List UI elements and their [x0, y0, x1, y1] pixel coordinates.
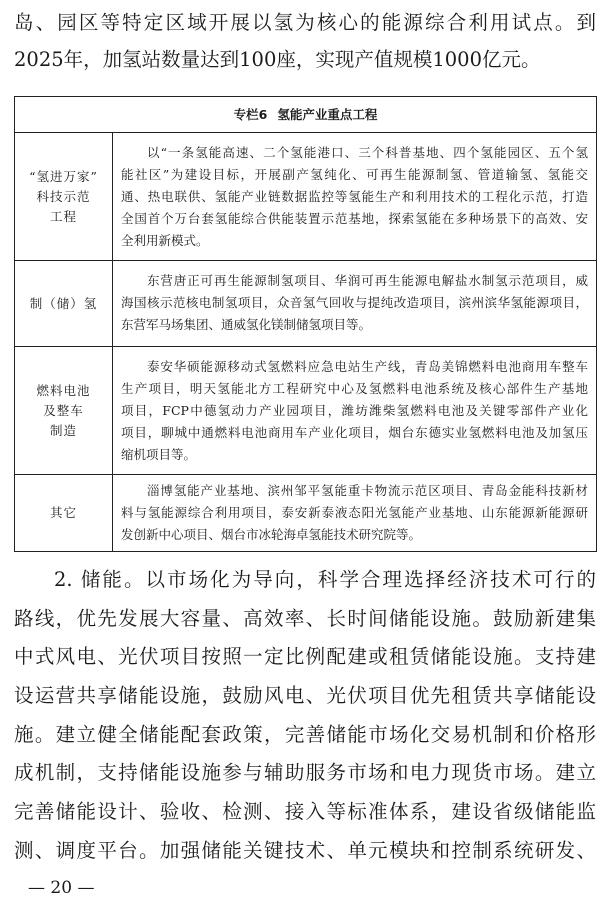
- content-line: 以“一条氢能高速、二个氢能港口、三个科普基地、四个氢能园区、五个氢: [147, 145, 588, 160]
- row-content: [121, 356, 588, 466]
- content-line: 东营军马场集团、通威氢化镁制储氢项目等。: [121, 317, 372, 332]
- box-title-number: 专栏6: [233, 107, 268, 122]
- content-line: 生产项目，明天氢能北方工程研究中心及氢燃料电池系统及核心部件生产基地: [121, 381, 588, 396]
- category-line: 工程: [49, 208, 77, 224]
- content-line: 缩机项目等。: [121, 447, 197, 462]
- row-category: [15, 475, 113, 551]
- row-content: [121, 142, 588, 252]
- content-line: 泰安华硕能源移动式氢燃料应急电站生产线，青岛美锦燃料电池商用车整车: [147, 359, 588, 374]
- body-line: 设运营共享储能设施，鼓励风电、光伏项目优先租赁共享储能设: [14, 684, 596, 707]
- content-line: 海国核示范核电制氢项目，众音氢气回收与提纯改造项目，滨州滨华氢能源项目，: [121, 295, 588, 310]
- content-line: 全利用新模式。: [121, 233, 209, 248]
- table-row: [15, 261, 596, 347]
- page-number: — 20 —: [28, 878, 95, 898]
- category-line: 科技示范: [36, 188, 91, 204]
- table-row: [15, 347, 596, 475]
- intro-line: 2025年，加氢站数量达到100座，实现产值规模1000亿元。: [14, 48, 541, 71]
- body-line: 中式风电、光伏项目按照一定比例配建或租赁储能设施。支持建: [14, 645, 596, 668]
- body-line: 测、调度平台。加强储能关键技术、单元模块和控制系统研发、: [14, 839, 596, 862]
- row-category: [15, 347, 113, 474]
- content-line: 全国首个万台套氢能综合供能装置示范基地，探索氢能在多种场景下的高效、安: [121, 211, 588, 226]
- category-line: 制（储）氢: [29, 295, 98, 311]
- body-line: 施。建立健全储能配套政策，完善储能市场化交易机制和价格形: [14, 723, 596, 746]
- content-line: 项目，FCP中德氢动力产业园项目，潍坊潍柴氢燃料电池及关键零部件产业化: [121, 403, 588, 418]
- table-row: [15, 475, 596, 551]
- row-category: [15, 133, 113, 260]
- row-category: [15, 261, 113, 346]
- category-line: 燃料电池: [36, 382, 91, 398]
- column-box: [14, 96, 597, 552]
- content-line: 通、热电联供、氢能产业链数据监控等氢能生产和利用技术的工程化示范，打造: [121, 189, 588, 204]
- body-line: 成机制，支持储能设施参与辅助服务市场和电力现货市场。建立: [14, 761, 596, 784]
- content-line: 料与氢能源综合利用项目，泰安新泰液态阳光氢能产业基地、山东能源新能源研: [121, 505, 588, 520]
- row-content: [121, 270, 588, 336]
- box-title-text: 氢能产业重点工程: [277, 107, 378, 122]
- body-line: 完善储能设计、验收、检测、接入等标准体系，建设省级储能监: [14, 800, 596, 823]
- category-line: “氢进万家”: [29, 168, 98, 184]
- content-line: 项目，聊城中通燃料电池商用车产业化项目，烟台东德实业氢燃料电池及加氢压: [121, 425, 588, 440]
- body-line: 2. 储能。以市场化为导向，科学合理选择经济技术可行的: [54, 568, 596, 591]
- category-line: 及整车: [43, 402, 84, 418]
- category-line: 制造: [49, 422, 77, 438]
- content-line: 淄博氢能产业基地、滨州邹平氢能重卡物流示范区项目、青岛金能科技新材: [147, 483, 588, 498]
- body-line: 路线，优先发展大容量、高效率、长时间储能设施。鼓励新建集: [14, 607, 596, 630]
- intro-line: 岛、园区等特定区域开展以氢为核心的能源综合利用试点。到: [14, 11, 596, 34]
- content-line: 东营唐正可再生能源制氢项目、华润可再生能源电解盐水制氢示范项目，威: [147, 273, 588, 288]
- row-content: [121, 480, 588, 546]
- content-line: 能社区”为建设目标，开展副产氢纯化、可再生能源制氢、管道输氢、氢能交: [121, 167, 588, 182]
- box-title: [15, 97, 596, 133]
- table-row: [15, 133, 596, 261]
- content-line: 发创新中心项目、烟台市冰轮海卓氢能技术研究院等。: [121, 527, 422, 542]
- category-line: 其它: [49, 505, 77, 520]
